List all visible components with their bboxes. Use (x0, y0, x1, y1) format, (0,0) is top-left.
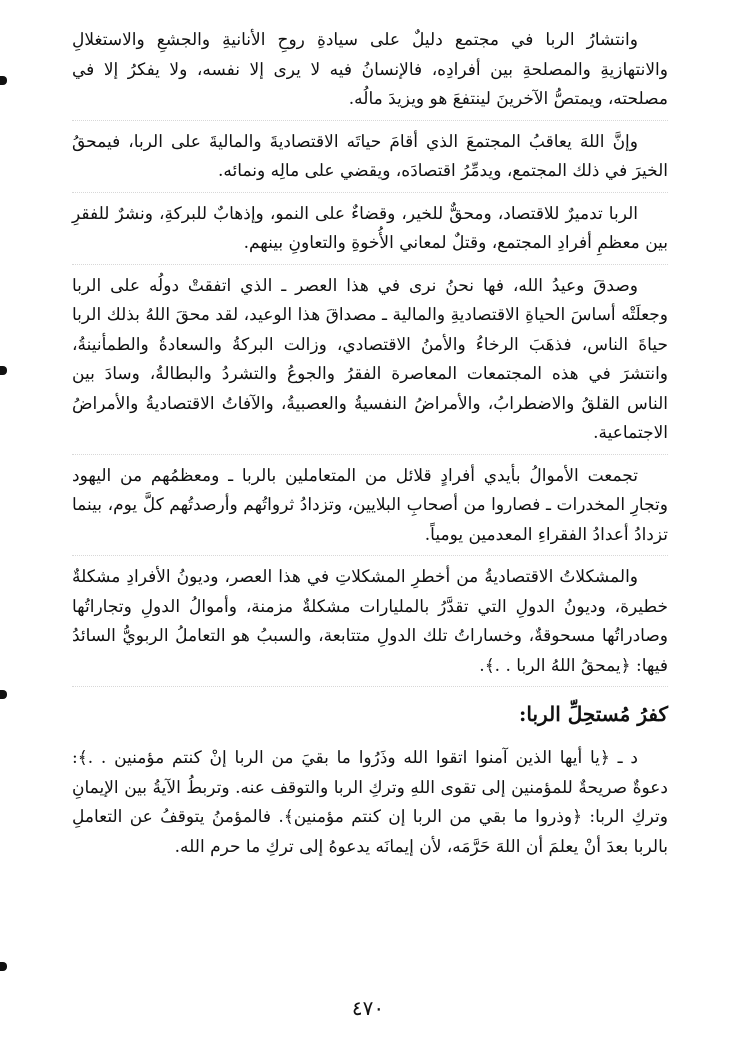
paragraph-1: وانتشارُ الربا في مجتمع دليلٌ على سيادةِ روحِ الأنانيةِ والجشعِ والاستغلالِ والانتهازيةِ والمصلحةِ بين أفرادِه، فالإنسانُ فيه لا يرى إلا نفسه، ولا يفكرُ إلا في مصلحته، ويمتصُّ الآخرينَ لينتفعَ هو ويزيدَ مالُه. (72, 30, 668, 109)
paragraph-5: تجمعت الأموالُ بأيدي أفرادٍ قلائل من المتعاملين بالربا ـ ومعظمُهم من اليهود وتجارِ المخدرات ـ فصاروا من أصحابِ البلايين، وتزدادُ ثرواتُهم وأرصدتُهم كلَّ يوم، بينما تزدادُ أعدادُ الفقراءِ المعدمين يومياً. (72, 465, 668, 545)
paragraph-divider (72, 192, 668, 194)
left-edge-mark (0, 76, 7, 85)
page-number: ٤٧٠ (351, 996, 385, 1020)
paragraph-2: وإنَّ اللهَ يعاقبُ المجتمعَ الذي أقامَ حياتَه الاقتصاديةَ والماليةَ على الربا، فيمحقُ الخيرَ في ذلك المجتمع، ويدمِّرُ اقتصادَه، ويقضي على مالِه ونمائه. (72, 131, 668, 181)
page-content (72, 26, 668, 862)
paragraph-divider (72, 120, 668, 122)
paragraph-divider (72, 264, 668, 266)
paragraph-6: والمشكلاتُ الاقتصاديةُ من أخطرِ المشكلاتِ في هذا العصر، وديونُ الأفرادِ مشكلةٌ خطيرة، وديونُ الدولِ التي تقدَّرُ بالمليارات مشكلةٌ مزمنة، وأموالُ الدولِ وتجاراتُها وصادراتُها مسحوقةٌ، وخساراتُ تلك الدولِ متتابعة، والسببُ هو التعاملُ الربويُّ السائدُ فيها: ﴿يمحقُ اللهُ الربا . .﴾. (72, 567, 668, 676)
section-heading: كفرُ مُستحِلِّ الربا: (519, 702, 668, 726)
paragraph-divider (72, 454, 668, 456)
paragraph-divider (72, 686, 668, 688)
left-edge-mark (0, 366, 7, 375)
paragraph-3: الربا تدميرٌ للاقتصاد، ومحقٌّ للخير، وقضاءٌ على النمو، وإذهابٌ للبركةِ، ونشرٌ للفقرِ بين معظمِ أفرادِ المجتمع، وقتلٌ لمعاني الأُخوةِ والتعاونِ بينهم. (72, 203, 668, 253)
paragraph-4: وصدقَ وعيدُ الله، فها نحنُ نرى في هذا العصر ـ الذي اتفقتْ دولُه على الربا وجعلَتْه أساسَ الحياةِ الاقتصاديةِ والمالية ـ مصداقَ هذا الوعيد، لقد محقَ اللهُ بذلك الربا حياةَ الناس، فذهَبَ الرخاءُ والأمنُ الاقتصادي، وزالت البركةُ والسعادةُ والطمأنينةُ، وانتشرَ في هذه المجتمعات المعاصرة الفقرُ والجوعُ والتشردُ والبطالةُ، وسادَ بين الناس القلقُ والاضطرابُ، والأمراضُ النفسيةُ والعصبيةُ، والآفاتُ الاقتصاديةُ والأمراضُ الاجتماعية. (72, 275, 668, 443)
left-edge-mark (0, 690, 7, 699)
paragraph-final: د ـ ﴿يا أيها الذين آمنوا اتقوا الله وذَرُوا ما بقيَ من الربا إنْ كنتم مؤمنين . .﴾: دعوةٌ صريحةٌ للمؤمنين إلى تقوى اللهِ وتركِ الربا والتوقف عنه. وتربطُ الآيةُ بين الإيمانِ وتركِ الربا: ﴿وذروا ما بقي من الربا إن كنتم مؤمنين﴾. فالمؤمنُ يتوقفُ عن التعاملِ بالربا بعدَ أنْ يعلمَ أن اللهَ حَرَّمَه، لأن إيمانَه يدعوهُ إلى تركِ ما حرم الله. (72, 748, 668, 857)
paragraph-divider (72, 555, 668, 557)
left-edge-mark (0, 962, 7, 971)
